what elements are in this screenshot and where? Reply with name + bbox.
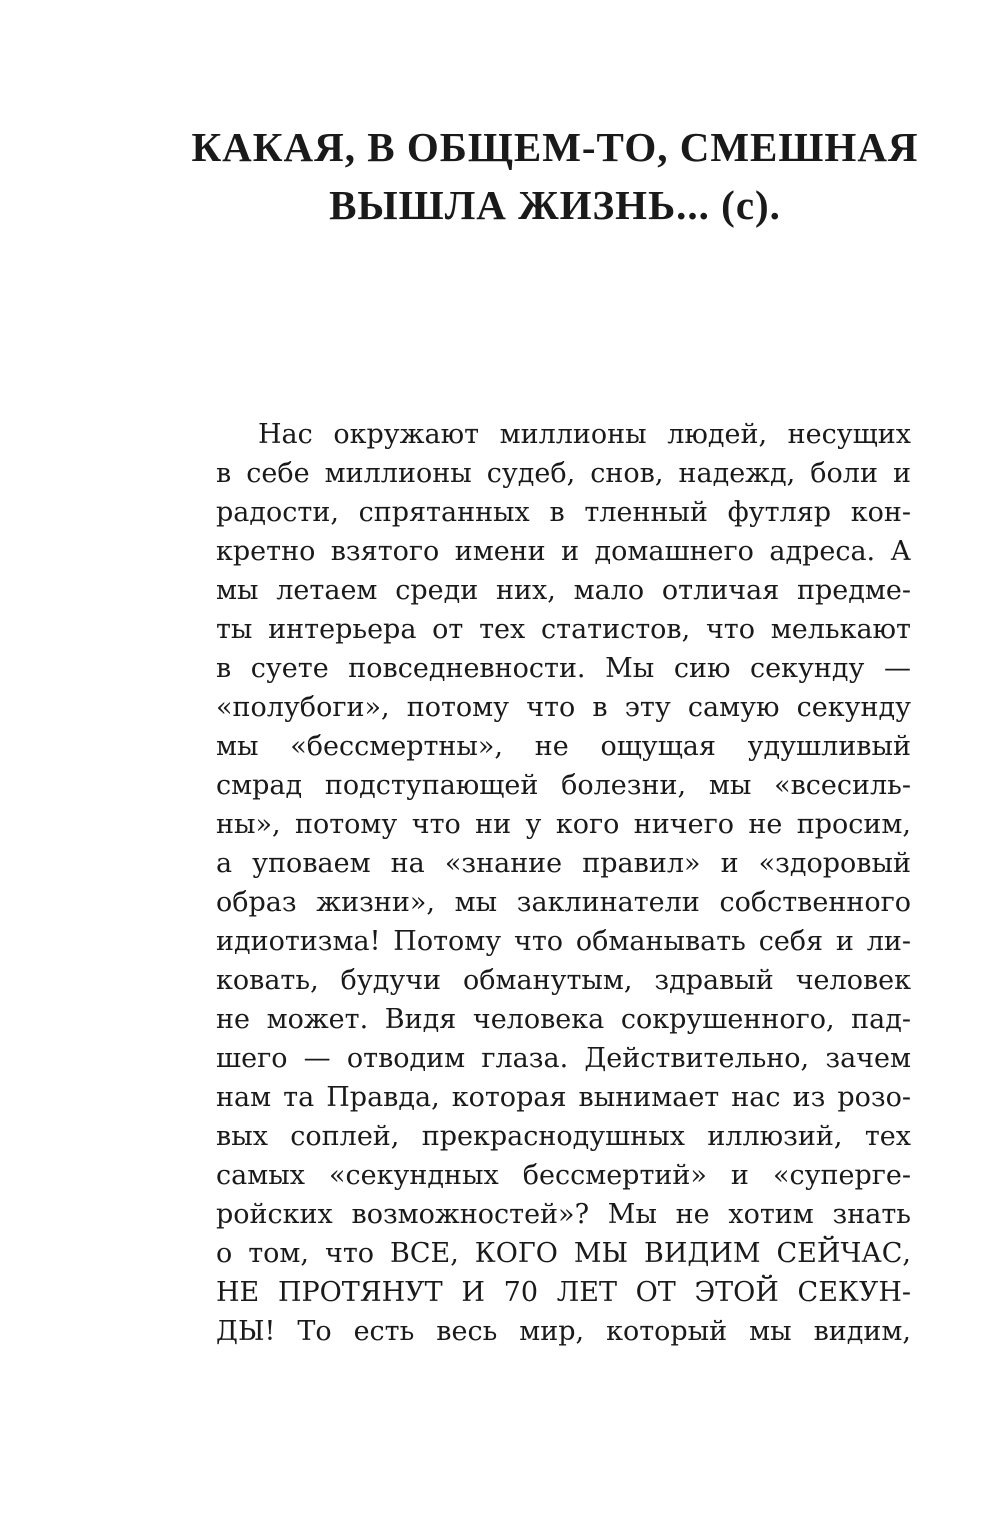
text-line: «полубоги», потому что в эту самую секунду (216, 692, 911, 723)
chapter-title-line: ВЫШЛА ЖИЗНЬ... (с). (329, 182, 781, 228)
text-line: в себе миллионы судеб, снов, надежд, боли и (216, 458, 911, 489)
text-line: мы «бессмертны», не ощущая удушливый (216, 731, 911, 762)
text-line: ты интерьера от тех статистов, что мелькают (216, 614, 911, 645)
text-line: мы летаем среди них, мало отличая предме- (216, 575, 911, 606)
text-line: ДЫ! То есть весь мир, который мы видим, (216, 1316, 911, 1347)
text-line: нам та Правда, которая вынимает нас из розо- (216, 1082, 911, 1113)
text-line: вых соплей, прекраснодушных иллюзий, тех (216, 1121, 911, 1152)
chapter-title-line: КАКАЯ, В ОБЩЕМ-ТО, СМЕШНАЯ (191, 124, 919, 170)
text-line: в суете повседневности. Мы сию секунду — (216, 653, 911, 684)
text-line: ковать, будучи обманутым, здравый человек (216, 965, 911, 996)
text-line: о том, что ВСЕ, КОГО МЫ ВИДИМ СЕЙЧАС, (216, 1238, 911, 1269)
text-line: образ жизни», мы заклинатели собственного (216, 887, 911, 918)
text-line: НЕ ПРОТЯНУТ И 70 ЛЕТ ОТ ЭТОЙ СЕКУН- (216, 1277, 911, 1308)
body-paragraph (216, 415, 911, 1351)
text-line: идиотизма! Потому что обманывать себя и ли- (216, 926, 911, 957)
text-line: кретно взятого имени и домашнего адреса. А (216, 536, 911, 567)
text-line: не может. Видя человека сокрушенного, пад- (216, 1004, 911, 1035)
text-line: а уповаем на «знание правил» и «здоровый (216, 848, 911, 879)
text-line: самых «секундных бессмертий» и «суперге- (216, 1160, 911, 1191)
text-line: ройских возможностей»? Мы не хотим знать (216, 1199, 911, 1230)
text-line: Нас окружают миллионы людей, несущих (258, 419, 911, 450)
text-line: шего — отводим глаза. Действительно, зачем (216, 1043, 911, 1074)
text-line: смрад подступающей болезни, мы «всесиль- (216, 770, 911, 801)
text-line: радости, спрятанных в тленный футляр кон- (216, 497, 911, 528)
text-line: ны», потому что ни у кого ничего не просим, (216, 809, 911, 840)
chapter-title (150, 118, 960, 234)
